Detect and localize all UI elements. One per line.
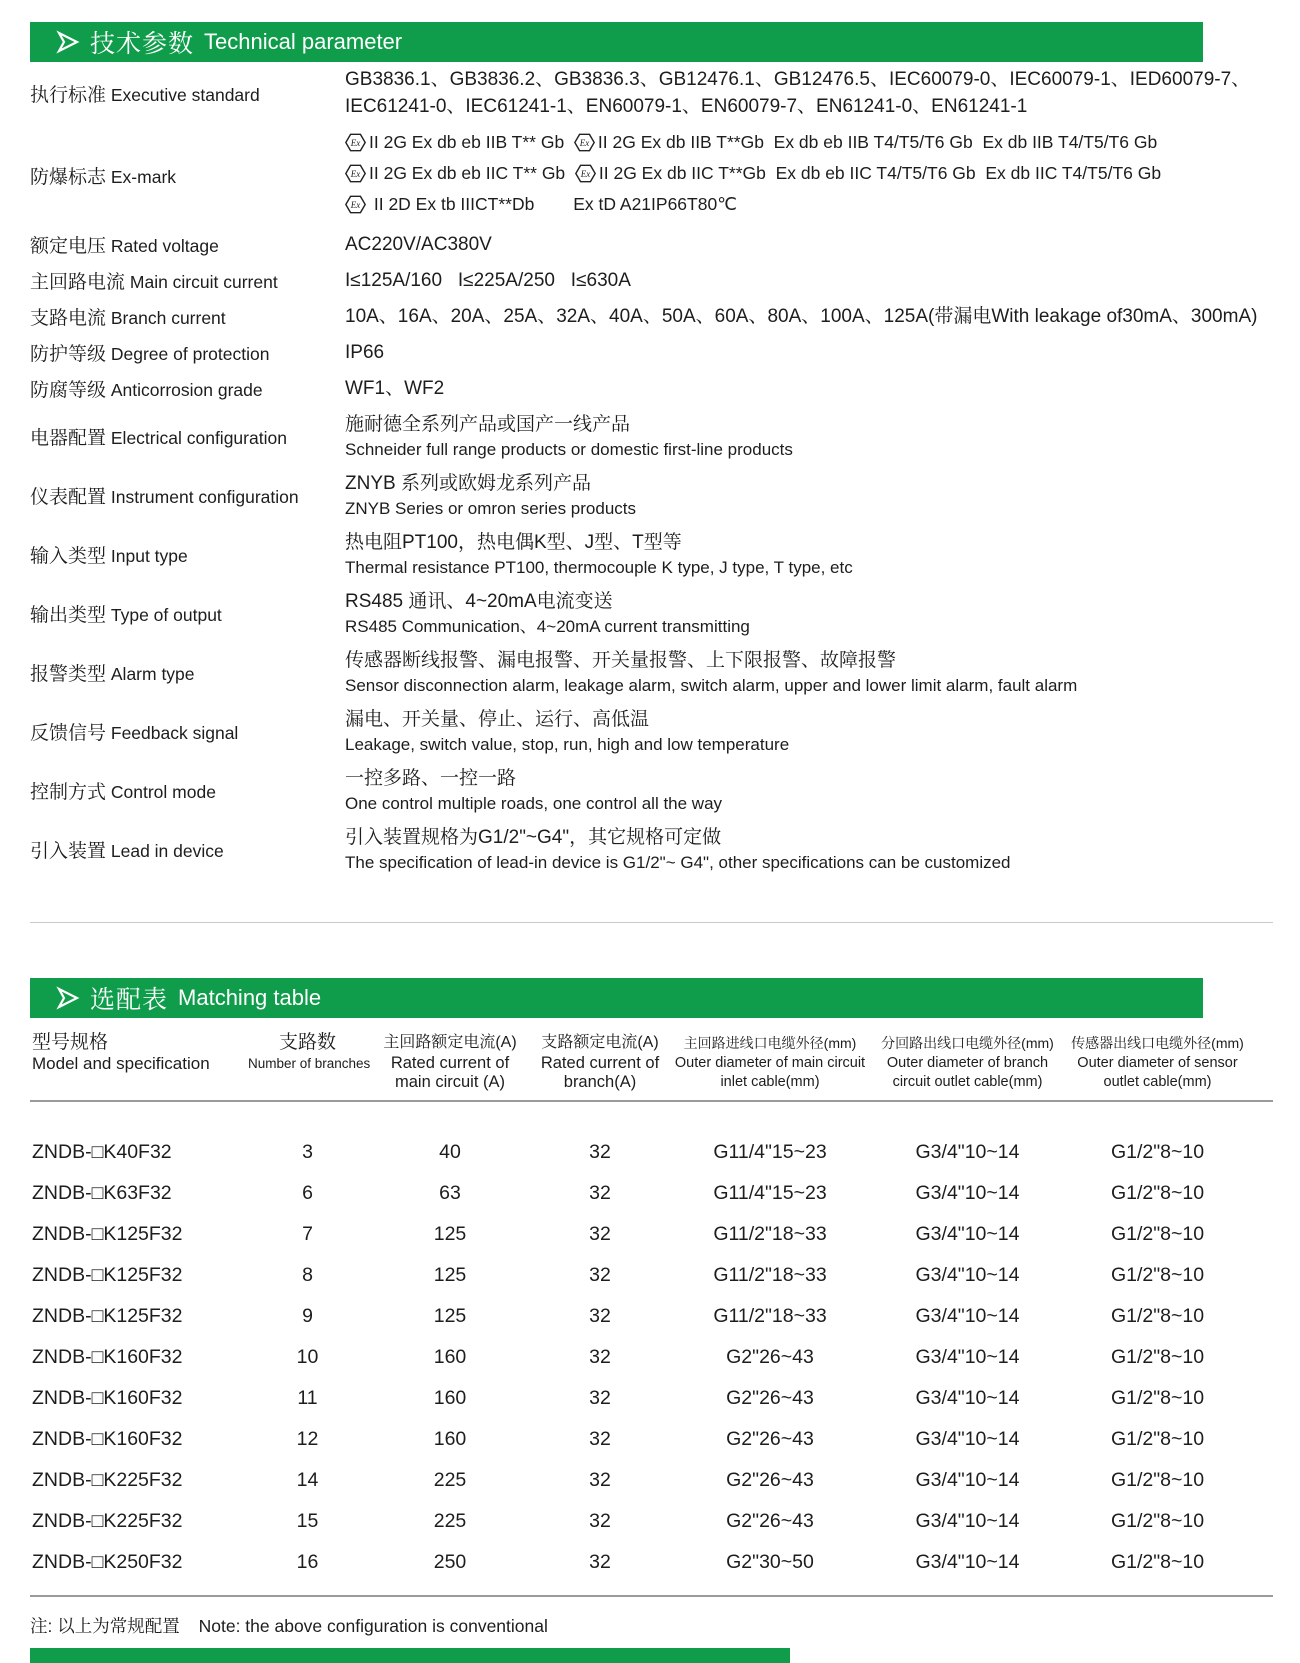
param-value: 10A、16A、20A、25A、32A、40A、50A、60A、80A、100A、125A(带漏电With leakage of30mA、300mA) <box>345 306 1258 327</box>
table-cell: 32 <box>589 1346 611 1368</box>
table-cell: 40 <box>439 1141 461 1163</box>
table-cell: 6 <box>302 1182 313 1204</box>
arrow-right-icon <box>56 30 80 54</box>
param-value: 引入装置规格为G1/2"~G4"，其它规格可定做 The specification of lead-in device is G1/2"~ G4", other specifications can be customized <box>345 827 1011 872</box>
table-cell: G1/2"8~10 <box>1110 1387 1205 1409</box>
table-row <box>30 1378 1273 1419</box>
table-cell: G1/2"8~10 <box>1110 1305 1205 1327</box>
table-row <box>30 1132 1273 1173</box>
table-cell: 15 <box>296 1510 319 1532</box>
table-header-rule <box>30 1100 1273 1102</box>
table-cell: 32 <box>589 1428 611 1450</box>
param-row <box>30 66 1273 120</box>
param-row <box>30 339 1273 366</box>
param-row <box>30 231 1273 258</box>
param-row <box>30 588 1273 638</box>
table-cell: G3/4"10~14 <box>915 1346 1020 1368</box>
param-label: 防护等级 Degree of protection <box>30 344 270 365</box>
table-cell: 32 <box>589 1510 611 1532</box>
svg-text:Ex: Ex <box>350 168 361 179</box>
table-cell: G3/4"10~14 <box>915 1305 1020 1327</box>
table-row <box>30 1337 1273 1378</box>
table-cell: G2"26~43 <box>726 1469 814 1491</box>
table-cell: G3/4"10~14 <box>915 1551 1020 1573</box>
param-label: 输出类型 Type of output <box>30 604 222 626</box>
table-cell: G1/2"8~10 <box>1110 1469 1205 1491</box>
table-cell: G11/2"18~33 <box>713 1305 827 1327</box>
table-cell: ZNDB-□K125F32 <box>32 1305 183 1327</box>
table-cell: G3/4"10~14 <box>915 1264 1020 1286</box>
table-cell: G2"26~43 <box>726 1510 814 1532</box>
table-cell: ZNDB-□K160F32 <box>32 1346 183 1368</box>
table-cell: G1/2"8~10 <box>1110 1510 1205 1532</box>
table-cell: G3/4"10~14 <box>915 1141 1020 1163</box>
table-bottom-rule <box>30 1595 1273 1597</box>
table-row <box>30 1255 1273 1296</box>
table-cell: 63 <box>439 1182 461 1204</box>
param-row <box>30 303 1273 330</box>
param-row <box>30 824 1273 874</box>
table-cell: G11/4"15~23 <box>713 1141 827 1163</box>
technical-params <box>30 66 1273 883</box>
column-header: 支路额定电流(A) Rated current of branch(A) <box>540 1034 660 1091</box>
column-header: 支路数 Number of branches <box>248 1032 371 1071</box>
param-label: 反馈信号 Feedback signal <box>30 722 239 744</box>
param-row <box>30 470 1273 520</box>
table-cell: G3/4"10~14 <box>915 1387 1020 1409</box>
matching-title-en: Matching table <box>178 985 322 1010</box>
table-cell: 250 <box>433 1551 467 1573</box>
table-cell: 32 <box>589 1141 611 1163</box>
param-label: 支路电流 Branch current <box>30 308 226 329</box>
table-cell: G3/4"10~14 <box>915 1510 1020 1532</box>
table-cell: G2"26~43 <box>726 1346 814 1368</box>
table-cell: 32 <box>589 1551 611 1573</box>
table-cell: 125 <box>433 1223 467 1245</box>
table-cell: 12 <box>296 1428 319 1450</box>
table-cell: 225 <box>433 1469 467 1491</box>
param-value: AC220V/AC380V <box>345 234 492 255</box>
table-cell: 160 <box>433 1346 467 1368</box>
matching-table-header <box>30 1032 1273 1092</box>
param-label: 额定电压 Rated voltage <box>30 236 219 257</box>
param-row <box>30 647 1273 697</box>
table-cell: ZNDB-□K250F32 <box>32 1551 183 1573</box>
table-cell: ZNDB-□K225F32 <box>32 1510 183 1532</box>
param-row <box>30 765 1273 815</box>
table-cell: ZNDB-□K160F32 <box>32 1428 183 1450</box>
table-cell: G1/2"8~10 <box>1110 1264 1205 1286</box>
table-cell: 32 <box>589 1469 611 1491</box>
param-label: 引入装置 Lead in device <box>30 840 224 862</box>
table-cell: G1/2"8~10 <box>1110 1551 1205 1573</box>
table-cell: 8 <box>302 1264 313 1286</box>
table-cell: 125 <box>433 1305 467 1327</box>
svg-text:Ex: Ex <box>350 137 361 148</box>
ex-hexagon-icon <box>575 164 596 191</box>
param-value: GB3836.1、GB3836.2、GB3836.3、GB12476.1、GB12476.5、IEC60079-0、IEC60079-1、IED60079-7、 IEC61241-0、IEC61241-1、EN60079-1、EN60079-7、EN61241-0、EN61241-1 <box>345 69 1251 117</box>
param-value: 漏电、开关量、停止、运行、高低温 Leakage, switch value, stop, run, high and low temperature <box>345 709 790 754</box>
ex-hexagon-icon <box>345 164 366 191</box>
param-value: WF1、WF2 <box>345 378 445 399</box>
table-cell: G3/4"10~14 <box>915 1223 1020 1245</box>
param-label: 控制方式 Control mode <box>30 781 216 803</box>
table-cell: G1/2"8~10 <box>1110 1346 1205 1368</box>
table-cell: G2"26~43 <box>726 1387 814 1409</box>
table-cell: 3 <box>302 1141 313 1163</box>
table-row <box>30 1501 1273 1542</box>
table-cell: G3/4"10~14 <box>915 1182 1020 1204</box>
param-label: 仪表配置 Instrument configuration <box>30 486 299 508</box>
param-value: I≤125A/160 I≤225A/250 I≤630A <box>345 270 631 291</box>
table-cell: ZNDB-□K63F32 <box>32 1182 172 1204</box>
ex-hexagon-icon <box>345 133 366 160</box>
column-header: 主回路额定电流(A) Rated current of main circuit (A) <box>383 1034 517 1091</box>
table-note-en: Note: the above configuration is conventional <box>198 1616 548 1636</box>
table-cell: 32 <box>589 1264 611 1286</box>
arrow-right-icon <box>56 986 80 1010</box>
table-cell: 9 <box>302 1305 313 1327</box>
footer-green-bar <box>30 1648 790 1663</box>
column-header: 主回路进线口电缆外径(mm) Outer diameter of main circuit inlet cable(mm) <box>674 1035 866 1090</box>
param-value: IP66 <box>345 342 385 363</box>
table-cell: 225 <box>433 1510 467 1532</box>
table-cell: 160 <box>433 1387 467 1409</box>
table-cell: 14 <box>296 1469 319 1491</box>
param-row <box>30 529 1273 579</box>
param-row <box>30 267 1273 294</box>
param-value: ZNYB 系列或欧姆龙系列产品 ZNYB Series or omron series products <box>345 473 636 518</box>
param-row <box>30 706 1273 756</box>
table-cell: ZNDB-□K225F32 <box>32 1469 183 1491</box>
matching-title-zh: 选配表 <box>90 986 169 1014</box>
table-row <box>30 1296 1273 1337</box>
param-row <box>30 375 1273 402</box>
svg-text:Ex: Ex <box>580 168 591 179</box>
section-divider <box>30 922 1273 923</box>
matching-section-header <box>30 978 1203 1018</box>
table-cell: ZNDB-□K125F32 <box>32 1223 183 1245</box>
table-row <box>30 1214 1273 1255</box>
param-value: 施耐德全系列产品或国产一线产品 Schneider full range products or domestic first-line products <box>345 414 793 459</box>
param-row <box>30 129 1273 222</box>
param-label: 报警类型 Alarm type <box>30 663 195 685</box>
param-label: 防爆标志 Ex-mark <box>30 167 177 188</box>
table-row <box>30 1460 1273 1501</box>
technical-title-en: Technical parameter <box>204 29 403 54</box>
param-value: 热电阻PT100，热电偶K型、J型、T型等 Thermal resistance PT100, thermocouple K type, J type, T type, etc <box>345 532 853 577</box>
table-cell: 32 <box>589 1182 611 1204</box>
table-cell: 16 <box>296 1551 319 1573</box>
table-cell: 160 <box>433 1428 467 1450</box>
table-cell: ZNDB-□K40F32 <box>32 1141 172 1163</box>
table-cell: G1/2"8~10 <box>1110 1182 1205 1204</box>
table-row <box>30 1419 1273 1460</box>
table-cell: 11 <box>297 1387 318 1409</box>
table-cell: ZNDB-□K160F32 <box>32 1387 183 1409</box>
table-row <box>30 1542 1273 1583</box>
param-row <box>30 411 1273 461</box>
table-cell: 32 <box>589 1305 611 1327</box>
table-cell: G2"30~50 <box>726 1551 814 1573</box>
column-header: 分回路出线口电缆外径(mm) Outer diameter of branch circuit outlet cable(mm) <box>881 1035 1054 1090</box>
table-cell: G3/4"10~14 <box>915 1469 1020 1491</box>
table-cell: ZNDB-□K125F32 <box>32 1264 183 1286</box>
table-cell: G3/4"10~14 <box>915 1428 1020 1450</box>
table-cell: G1/2"8~10 <box>1110 1141 1205 1163</box>
param-label: 电器配置 Electrical configuration <box>30 427 287 449</box>
table-cell: G11/2"18~33 <box>713 1223 827 1245</box>
technical-title-zh: 技术参数 <box>90 30 195 58</box>
param-label: 防腐等级 Anticorrosion grade <box>30 380 263 401</box>
svg-text:Ex: Ex <box>350 199 361 210</box>
param-label: 输入类型 Input type <box>30 545 188 567</box>
table-cell: G11/4"15~23 <box>713 1182 827 1204</box>
technical-section-header <box>30 22 1203 62</box>
table-cell: G2"26~43 <box>726 1428 814 1450</box>
param-value: 一控多路、一控一路 One control multiple roads, one control all the way <box>345 768 723 813</box>
table-note-zh: 注: 以上为常规配置 <box>30 1616 180 1636</box>
table-note <box>30 1613 1273 1638</box>
param-label: 执行标准 Executive standard <box>30 84 260 106</box>
matching-table-body <box>30 1132 1273 1583</box>
param-value: 传感器断线报警、漏电报警、开关量报警、上下限报警、故障报警 Sensor disconnection alarm, leakage alarm, switch alarm, upper and lower limit alarm, fault alarm <box>345 650 1078 695</box>
matching-section <box>30 978 1273 1638</box>
table-cell: 10 <box>296 1346 319 1368</box>
column-header: 型号规格 Model and specification <box>32 1032 210 1073</box>
param-value: RS485 通讯、4~20mA电流变送 RS485 Communication、4~20mA current transmitting <box>345 591 750 636</box>
table-cell: G1/2"8~10 <box>1110 1428 1205 1450</box>
param-value: Ex II 2G Ex db eb IIB T** Gb Ex II 2G Ex db IIB T**Gb Ex db eb IIB T4/T5/T6 Gb Ex db IIB T4/T5/T6 Gb Ex II 2G Ex db eb IIC T** Gb Ex II 2G Ex db IIC T**Gb Ex db eb IIC T4/T5/T6 Gb Ex db IIC T4/T5/T6 Gb Ex II 2D Ex tb IIICT**Db Ex tD A21IP66T80℃ <box>345 129 1273 222</box>
param-label: 主回路电流 Main circuit current <box>30 272 278 293</box>
svg-text:Ex: Ex <box>579 137 590 148</box>
table-cell: 7 <box>302 1223 313 1245</box>
table-cell: G11/2"18~33 <box>713 1264 827 1286</box>
table-row <box>30 1173 1273 1214</box>
table-cell: G1/2"8~10 <box>1110 1223 1205 1245</box>
ex-hexagon-icon <box>345 195 366 222</box>
table-cell: 125 <box>433 1264 467 1286</box>
column-header: 传感器出线口电缆外径(mm) Outer diameter of sensor outlet cable(mm) <box>1071 1035 1244 1090</box>
table-cell: 32 <box>589 1223 611 1245</box>
table-cell: 32 <box>589 1387 611 1409</box>
ex-hexagon-icon <box>574 133 595 160</box>
